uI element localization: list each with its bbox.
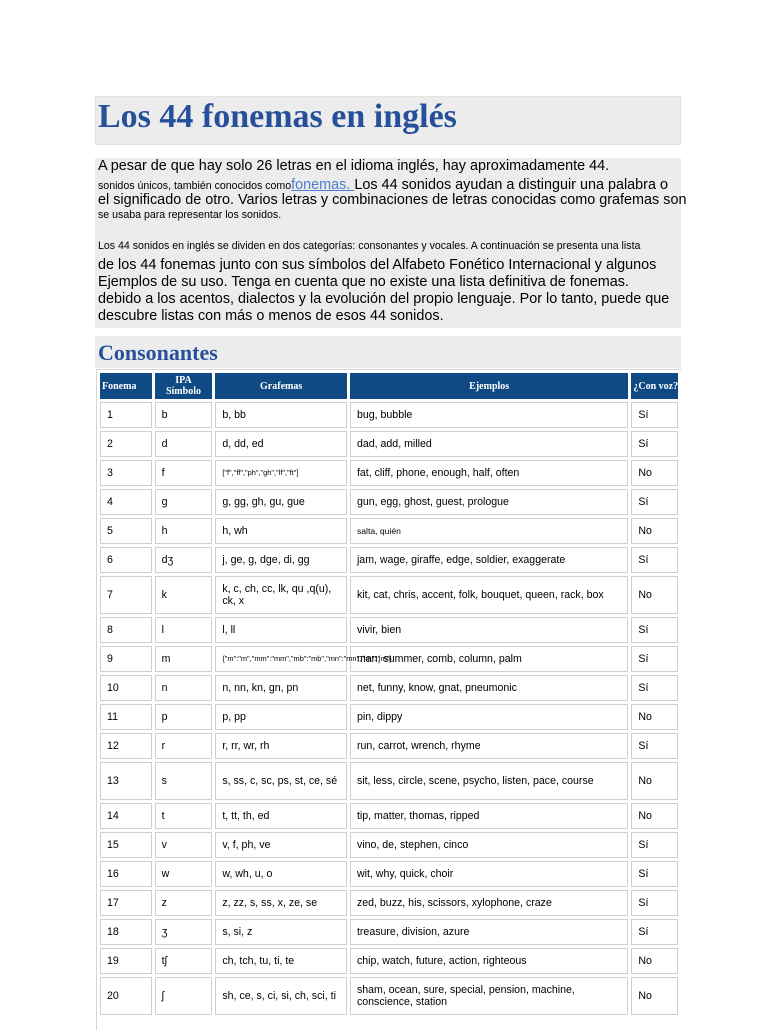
- cell-ejemplos: dad, add, milled: [350, 431, 628, 457]
- table-row: [100, 733, 678, 759]
- cell-fonema: 17: [100, 890, 152, 916]
- cell-fonema: 16: [100, 861, 152, 887]
- cell-con-voz: Sí: [631, 832, 678, 858]
- header-grafemas: Grafemas: [215, 373, 347, 399]
- table-row: [100, 704, 678, 730]
- cell-grafemas: sh, ce, s, ci, si, ch, sci, ti: [215, 977, 347, 1015]
- cell-ipa: k: [155, 576, 213, 614]
- cell-grafemas: s, ss, c, sc, ps, st, ce, sé: [215, 762, 347, 800]
- cell-fonema: 2: [100, 431, 152, 457]
- cell-con-voz: No: [631, 948, 678, 974]
- table-row: [100, 617, 678, 643]
- cell-ejemplos: salta, quién: [350, 518, 628, 544]
- table-row: [100, 489, 678, 515]
- cell-fonema: 9: [100, 646, 152, 672]
- cell-ejemplos: pin, dippy: [350, 704, 628, 730]
- cell-con-voz: No: [631, 576, 678, 614]
- cell-ipa: t: [155, 803, 213, 829]
- cell-fonema: 18: [100, 919, 152, 945]
- cell-fonema: 13: [100, 762, 152, 800]
- cell-ipa: n: [155, 675, 213, 701]
- cell-grafemas: {"m":"m","mm":"mm","mb":"mb","mn":"mn","lm":"lm"}: [215, 646, 347, 672]
- table-row: [100, 576, 678, 614]
- cell-con-voz: Sí: [631, 489, 678, 515]
- cell-con-voz: Sí: [631, 646, 678, 672]
- cell-ipa: g: [155, 489, 213, 515]
- cell-ejemplos: tip, matter, thomas, ripped: [350, 803, 628, 829]
- cell-ipa: v: [155, 832, 213, 858]
- cell-grafemas: b, bb: [215, 402, 347, 428]
- cell-ipa: dʒ: [155, 547, 213, 573]
- cell-con-voz: Sí: [631, 675, 678, 701]
- intro-line-2-prefix: sonidos únicos, también conocidos como: [98, 180, 292, 192]
- cell-ipa: l: [155, 617, 213, 643]
- cell-ejemplos: gun, egg, ghost, guest, prologue: [350, 489, 628, 515]
- table-row: [100, 890, 678, 916]
- cell-grafemas: n, nn, kn, gn, pn: [215, 675, 347, 701]
- table-row: [100, 832, 678, 858]
- cell-grafemas: p, pp: [215, 704, 347, 730]
- intro-line-9: descubre listas con más o menos de esos 44 sonidos.: [98, 308, 444, 324]
- cell-ejemplos: net, funny, know, gnat, pneumonic: [350, 675, 628, 701]
- cell-ejemplos: zed, buzz, his, scissors, xylophone, craze: [350, 890, 628, 916]
- intro-line-3: el significado de otro. Varios letras y combinaciones de letras conocidas como grafemas son: [98, 192, 687, 208]
- cell-ejemplos: wit, why, quick, choir: [350, 861, 628, 887]
- cell-ejemplos: bug, bubble: [350, 402, 628, 428]
- header-ipa-line-1: IPA: [175, 375, 192, 386]
- intro-line-6: de los 44 fonemas junto con sus símbolos del Alfabeto Fonético Internacional y algunos: [98, 257, 657, 273]
- cell-ipa: f: [155, 460, 213, 486]
- table-row: [100, 861, 678, 887]
- header-fonema: Fonema: [100, 373, 152, 399]
- cell-fonema: 10: [100, 675, 152, 701]
- cell-con-voz: No: [631, 518, 678, 544]
- cell-ipa: z: [155, 890, 213, 916]
- cell-con-voz: No: [631, 704, 678, 730]
- fonemas-link[interactable]: fonemas.: [291, 177, 355, 193]
- cell-grafemas: w, wh, u, o: [215, 861, 347, 887]
- cell-con-voz: No: [631, 977, 678, 1015]
- cell-con-voz: No: [631, 460, 678, 486]
- table-row: [100, 646, 678, 672]
- intro-line-4: se usaba para representar los sonidos.: [98, 209, 282, 221]
- cell-grafemas: l, ll: [215, 617, 347, 643]
- cell-ejemplos: treasure, division, azure: [350, 919, 628, 945]
- cell-ejemplos: jam, wage, giraffe, edge, soldier, exaggerate: [350, 547, 628, 573]
- cell-con-voz: Sí: [631, 617, 678, 643]
- cell-fonema: 11: [100, 704, 152, 730]
- section-header: [95, 336, 681, 368]
- table-row: [100, 547, 678, 573]
- cell-fonema: 6: [100, 547, 152, 573]
- cell-ejemplos: run, carrot, wrench, rhyme: [350, 733, 628, 759]
- page-title: Los 44 fonemas en inglés: [98, 98, 457, 135]
- cell-con-voz: Sí: [631, 733, 678, 759]
- consonants-table: [97, 370, 681, 1018]
- cell-grafemas: g, gg, gh, gu, gue: [215, 489, 347, 515]
- cell-grafemas: z, zz, s, ss, x, ze, se: [215, 890, 347, 916]
- table-row: [100, 948, 678, 974]
- cell-con-voz: Sí: [631, 402, 678, 428]
- consonants-table-wrap: [96, 369, 682, 1030]
- cell-ipa: r: [155, 733, 213, 759]
- cell-fonema: 3: [100, 460, 152, 486]
- cell-ejemplos: sit, less, circle, scene, psycho, listen, pace, course: [350, 762, 628, 800]
- cell-ipa: m: [155, 646, 213, 672]
- cell-grafemas: d, dd, ed: [215, 431, 347, 457]
- cell-ejemplos: vivir, bien: [350, 617, 628, 643]
- intro-line-8: debido a los acentos, dialectos y la evolución del propio lenguaje. Por lo tanto, puede que: [98, 291, 670, 307]
- cell-ejemplos: sham, ocean, sure, special, pension, machine, conscience, station: [350, 977, 628, 1015]
- table-row: [100, 675, 678, 701]
- cell-con-voz: Sí: [631, 919, 678, 945]
- cell-fonema: 8: [100, 617, 152, 643]
- cell-ipa: w: [155, 861, 213, 887]
- intro-line-7: Ejemplos de su uso. Tenga en cuenta que no existe una lista definitiva de fonemas.: [98, 274, 629, 290]
- intro-line-5: Los 44 sonidos en inglés se dividen en dos categorías: consonantes y vocales. A continuación se presenta una lista: [98, 240, 641, 252]
- intro-line-1: A pesar de que hay solo 26 letras en el idioma inglés, hay aproximadamente 44.: [98, 158, 610, 174]
- table-row: [100, 977, 678, 1015]
- cell-ipa: b: [155, 402, 213, 428]
- cell-con-voz: No: [631, 762, 678, 800]
- intro-line-2-suffix: Los 44 sonidos ayudan a distinguir una palabra o: [354, 177, 668, 193]
- header-ejemplos: Ejemplos: [350, 373, 628, 399]
- header-ipa: [155, 373, 213, 399]
- section-title: Consonantes: [98, 340, 218, 365]
- cell-fonema: 1: [100, 402, 152, 428]
- cell-ipa: d: [155, 431, 213, 457]
- cell-con-voz: Sí: [631, 890, 678, 916]
- table-row: [100, 431, 678, 457]
- cell-con-voz: Sí: [631, 547, 678, 573]
- cell-grafemas: k, c, ch, cc, lk, qu ,q(u), ck, x: [215, 576, 347, 614]
- cell-ipa: ʒ: [155, 919, 213, 945]
- header-con-voz: ¿Con voz?: [631, 373, 678, 399]
- cell-ipa: ʃ: [155, 977, 213, 1015]
- table-header-row: [100, 373, 678, 399]
- cell-con-voz: Sí: [631, 861, 678, 887]
- cell-con-voz: Sí: [631, 431, 678, 457]
- cell-grafemas: j, ge, g, dge, di, gg: [215, 547, 347, 573]
- cell-con-voz: No: [631, 803, 678, 829]
- table-row: [100, 402, 678, 428]
- table-row: [100, 460, 678, 486]
- cell-fonema: 5: [100, 518, 152, 544]
- cell-fonema: 7: [100, 576, 152, 614]
- cell-grafemas: s, si, z: [215, 919, 347, 945]
- cell-ipa: s: [155, 762, 213, 800]
- cell-ejemplos: fat, cliff, phone, enough, half, often: [350, 460, 628, 486]
- table-row: [100, 803, 678, 829]
- cell-ipa: h: [155, 518, 213, 544]
- cell-fonema: 14: [100, 803, 152, 829]
- cell-ejemplos: kit, cat, chris, accent, folk, bouquet, queen, rack, box: [350, 576, 628, 614]
- intro-section: [95, 158, 687, 328]
- table-row: [100, 919, 678, 945]
- table-row: [100, 518, 678, 544]
- cell-fonema: 4: [100, 489, 152, 515]
- cell-ejemplos: vino, de, stephen, cinco: [350, 832, 628, 858]
- cell-ejemplos: chip, watch, future, action, righteous: [350, 948, 628, 974]
- cell-grafemas: h, wh: [215, 518, 347, 544]
- cell-fonema: 15: [100, 832, 152, 858]
- cell-fonema: 20: [100, 977, 152, 1015]
- cell-ipa: p: [155, 704, 213, 730]
- page-title-box: [95, 96, 681, 145]
- cell-grafemas: t, tt, th, ed: [215, 803, 347, 829]
- cell-grafemas: ch, tch, tu, ti, te: [215, 948, 347, 974]
- cell-fonema: 19: [100, 948, 152, 974]
- cell-grafemas: ["f","ff","ph","gh","lf","ft"]: [215, 460, 347, 486]
- cell-ipa: tʃ: [155, 948, 213, 974]
- cell-grafemas: v, f, ph, ve: [215, 832, 347, 858]
- cell-ejemplos: man, summer, comb, column, palm: [350, 646, 628, 672]
- cell-grafemas: r, rr, wr, rh: [215, 733, 347, 759]
- cell-fonema: 12: [100, 733, 152, 759]
- header-ipa-line-2: Símbolo: [165, 386, 201, 397]
- table-row: [100, 762, 678, 800]
